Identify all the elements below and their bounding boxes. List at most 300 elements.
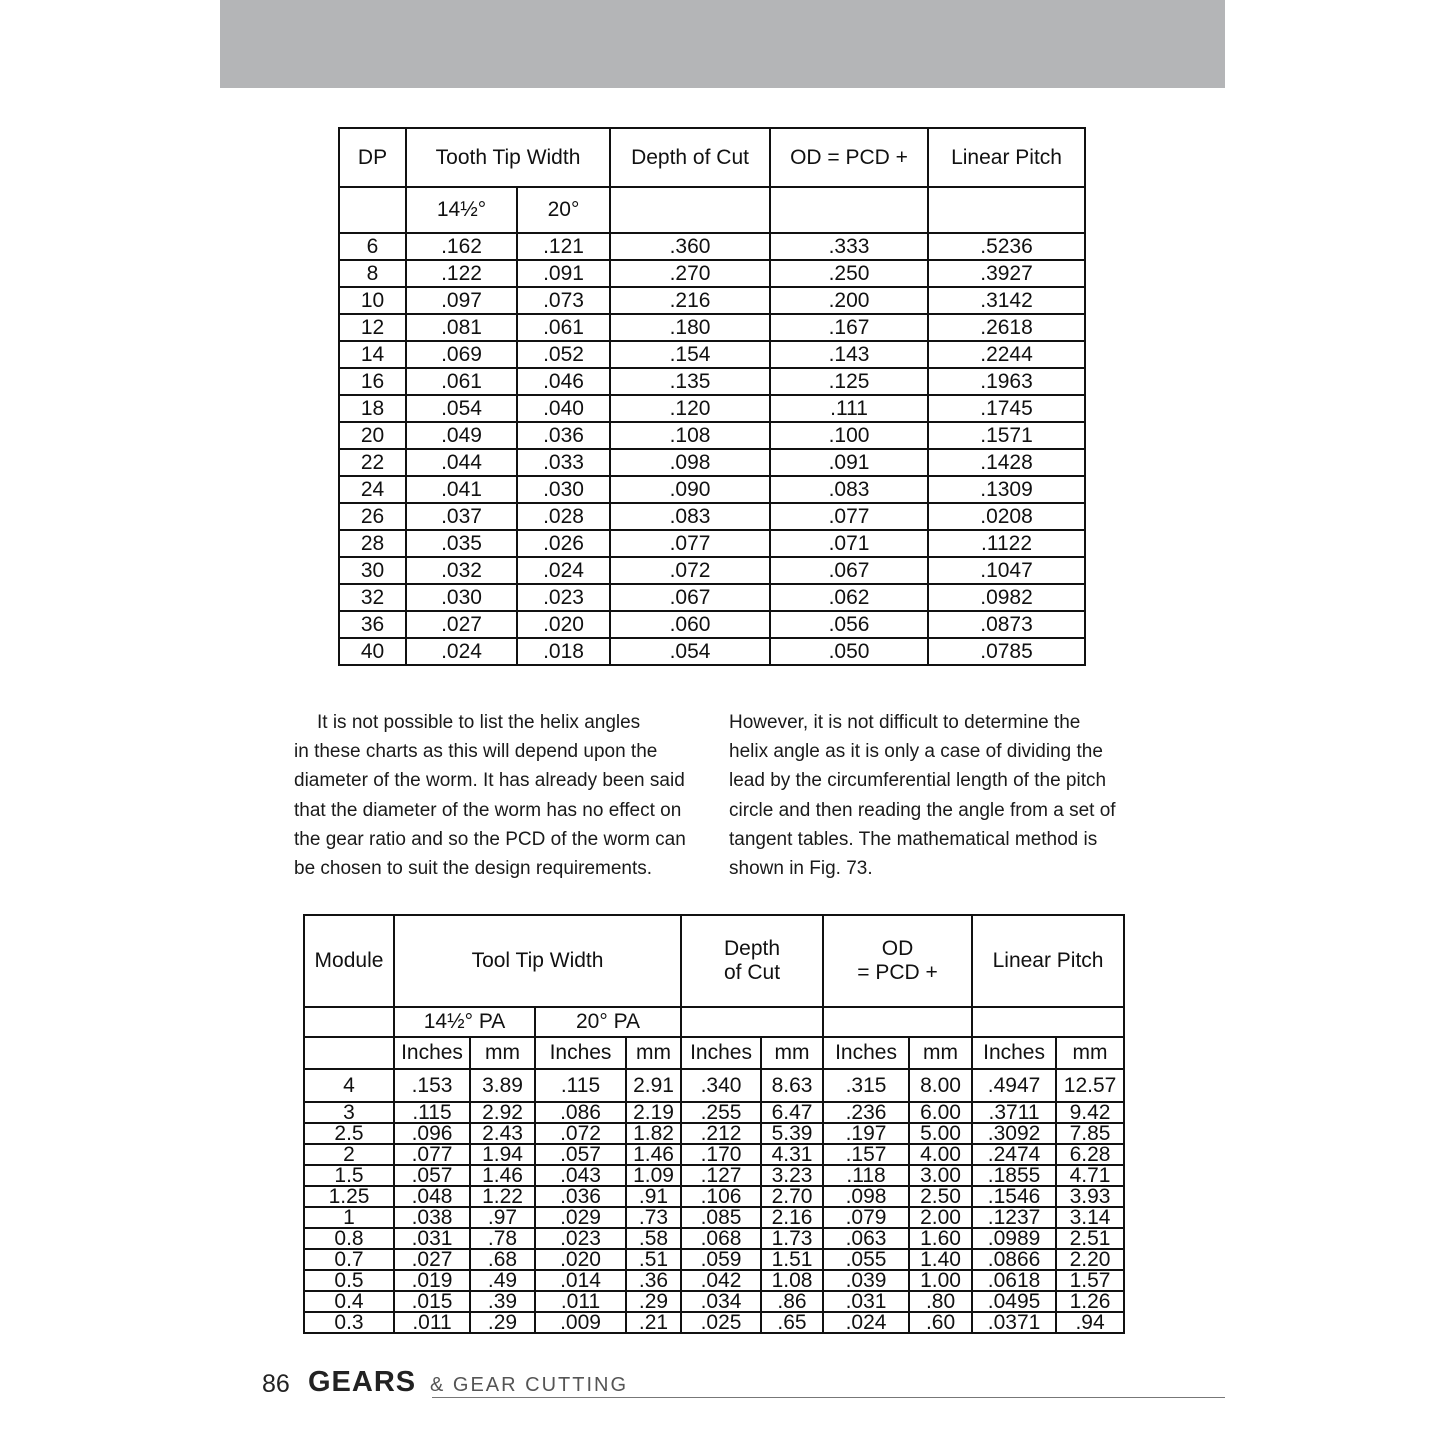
angle-20-header: 20° [517,187,610,233]
table-cell: .29 [626,1291,681,1312]
table-cell: 4.71 [1056,1165,1124,1186]
table-cell: .250 [770,260,928,287]
dp-table [338,127,1086,666]
table-cell: 3.23 [761,1165,823,1186]
table-cell: .1855 [972,1165,1056,1186]
table-cell: .2244 [928,341,1085,368]
table-cell: 6 [339,233,406,260]
table-cell: .097 [406,287,517,314]
table-cell: .106 [681,1186,761,1207]
table-cell: .36 [626,1270,681,1291]
table-cell: .120 [610,395,770,422]
table-row [304,1144,1124,1165]
table-cell: .072 [610,557,770,584]
table-row [339,422,1085,449]
unit-inches: Inches [681,1037,761,1069]
table-cell: 16 [339,368,406,395]
table-cell: 1.57 [1056,1270,1124,1291]
table-row [304,1228,1124,1249]
table-cell: .098 [823,1186,909,1207]
table-cell: .061 [406,368,517,395]
table-cell: .077 [610,530,770,557]
table-cell: 2.16 [761,1207,823,1228]
table-cell: .034 [681,1291,761,1312]
angle-14-5-header: 14½° [406,187,517,233]
table-cell: .0208 [928,503,1085,530]
table-cell: .091 [770,449,928,476]
unit-inches: Inches [394,1037,470,1069]
table-cell: .024 [517,557,610,584]
table-cell: .360 [610,233,770,260]
table-cell: .061 [517,314,610,341]
table-cell: .216 [610,287,770,314]
paragraph-line: the gear ratio and so the PCD of the worm can [294,828,686,850]
table-cell: .118 [823,1165,909,1186]
table-cell: .0785 [928,638,1085,665]
page-footer [262,1366,1227,1406]
table-cell: .3927 [928,260,1085,287]
module-table-body [304,1069,1124,1333]
table-cell: .098 [610,449,770,476]
table-cell: .077 [770,503,928,530]
table-cell: .085 [681,1207,761,1228]
table-cell: .0618 [972,1270,1056,1291]
table-cell: 4.00 [909,1144,972,1165]
table-cell: .054 [610,638,770,665]
table-cell: .024 [823,1312,909,1333]
table-cell: 3.00 [909,1165,972,1186]
table-cell: 4 [304,1069,394,1102]
table-cell: .086 [535,1102,626,1123]
table-cell: .043 [535,1165,626,1186]
table-cell: .108 [610,422,770,449]
table-row [304,1270,1124,1291]
table-cell: 2.00 [909,1207,972,1228]
table-cell: .011 [394,1312,470,1333]
table-cell: .023 [517,584,610,611]
table-cell: 1.73 [761,1228,823,1249]
table-row [304,1165,1124,1186]
table-cell: .65 [761,1312,823,1333]
empty-cell [304,1037,394,1069]
table-row [339,611,1085,638]
table-cell: .040 [517,395,610,422]
paragraph-line: circle and then reading the angle from a set of [729,799,1116,821]
table-cell: .157 [823,1144,909,1165]
paragraph-line [294,708,709,737]
table-cell: .041 [406,476,517,503]
table-cell: .122 [406,260,517,287]
tool-tip-width-header: Tool Tip Width [394,915,681,1007]
table-cell: .077 [394,1144,470,1165]
table-cell: .0866 [972,1249,1056,1270]
table-cell: .030 [517,476,610,503]
table-cell: .037 [406,503,517,530]
empty-cell [304,1007,394,1037]
table-row [304,1123,1124,1144]
empty-cell [972,1007,1124,1037]
table-cell: 3.14 [1056,1207,1124,1228]
table-cell: 9.42 [1056,1102,1124,1123]
unit-mm: mm [761,1037,823,1069]
table-cell: .071 [770,530,928,557]
table-cell: .024 [406,638,517,665]
dp-table-body [339,233,1085,665]
unit-inches: Inches [972,1037,1056,1069]
table-cell: .3142 [928,287,1085,314]
table-cell: .73 [626,1207,681,1228]
table-row [339,557,1085,584]
table-cell: .1047 [928,557,1085,584]
table-cell: .153 [394,1069,470,1102]
table-cell: 7.85 [1056,1123,1124,1144]
table-cell: .80 [909,1291,972,1312]
table-cell: 2.92 [470,1102,535,1123]
table-cell: 8 [339,260,406,287]
table-cell: .1428 [928,449,1085,476]
table-cell: 1.51 [761,1249,823,1270]
table-row [304,1186,1124,1207]
table-cell: .111 [770,395,928,422]
table-cell: .1122 [928,530,1085,557]
unit-inches: Inches [535,1037,626,1069]
table-row [339,530,1085,557]
empty-cell [610,187,770,233]
table-cell: .055 [823,1249,909,1270]
header-line: of Cut [724,961,781,984]
table-row [339,449,1085,476]
table-cell: .3092 [972,1123,1056,1144]
table-cell: .115 [394,1102,470,1123]
table-cell: .0371 [972,1312,1056,1333]
table-row [339,341,1085,368]
od-header: OD = PCD + [770,128,928,187]
table-cell: .143 [770,341,928,368]
table-cell: .031 [394,1228,470,1249]
table-cell: .023 [535,1228,626,1249]
table-cell: .0873 [928,611,1085,638]
table-cell: 6.47 [761,1102,823,1123]
table-cell: .019 [394,1270,470,1291]
table-cell: 1.09 [626,1165,681,1186]
table-cell: .057 [535,1144,626,1165]
book-title: GEARS [308,1366,417,1398]
table-cell: .015 [394,1291,470,1312]
paragraph-line: diameter of the worm. It has already been said [294,770,685,792]
table-cell: .4947 [972,1069,1056,1102]
table-cell: 3 [304,1102,394,1123]
table-cell: .073 [517,287,610,314]
module-header: Module [304,915,394,1007]
table-cell: 2.51 [1056,1228,1124,1249]
table-cell: .018 [517,638,610,665]
table-cell: .026 [517,530,610,557]
empty-cell [770,187,928,233]
table-cell: .042 [681,1270,761,1291]
table-cell: .135 [610,368,770,395]
table-cell: .033 [517,449,610,476]
table-cell: 4.31 [761,1144,823,1165]
table-cell: .125 [770,368,928,395]
table-cell: .1546 [972,1186,1056,1207]
table-cell: .3711 [972,1102,1056,1123]
table-cell: .039 [823,1270,909,1291]
table-cell: .255 [681,1102,761,1123]
table-cell: 1.22 [470,1186,535,1207]
table-row [304,1312,1124,1333]
table-cell: .036 [535,1186,626,1207]
table-cell: .059 [681,1249,761,1270]
table-cell: .51 [626,1249,681,1270]
table-cell: .054 [406,395,517,422]
table-cell: .340 [681,1069,761,1102]
table-cell: 24 [339,476,406,503]
table-cell: .1309 [928,476,1085,503]
table-cell: .028 [517,503,610,530]
table-cell: 6.28 [1056,1144,1124,1165]
table-cell: 8.00 [909,1069,972,1102]
table-cell: 0.7 [304,1249,394,1270]
table-cell: .0982 [928,584,1085,611]
table-cell: 10 [339,287,406,314]
table-cell: .036 [517,422,610,449]
table-cell: 1.25 [304,1186,394,1207]
header-line: Depth [724,937,781,960]
paragraph-right [729,708,1134,883]
table-row [339,287,1085,314]
paragraph-line: tangent tables. The mathematical method is [729,828,1098,850]
book-subtitle: & GEAR CUTTING [430,1374,629,1396]
table-row [339,638,1085,665]
paragraph-line: be chosen to suit the design requirements. [294,858,653,880]
table-cell: .009 [535,1312,626,1333]
table-cell: 1.00 [909,1270,972,1291]
table-cell: 2.43 [470,1123,535,1144]
table-cell: .027 [406,611,517,638]
table-cell: 18 [339,395,406,422]
linear-pitch-header: Linear Pitch [928,128,1085,187]
table-cell: 12 [339,314,406,341]
table-cell: .079 [823,1207,909,1228]
paragraph-line: in these charts as this will depend upon the [294,741,658,763]
table-row [304,1102,1124,1123]
table-cell: 26 [339,503,406,530]
table-cell: .170 [681,1144,761,1165]
table-cell: .031 [823,1291,909,1312]
dp-header: DP [339,128,406,187]
table-cell: .154 [610,341,770,368]
empty-cell [681,1007,823,1037]
table-cell: .020 [517,611,610,638]
table-cell: .333 [770,233,928,260]
module-table [303,914,1125,1334]
table-cell: 0.5 [304,1270,394,1291]
table-cell: 1.60 [909,1228,972,1249]
table-cell: .063 [823,1228,909,1249]
table-row [339,476,1085,503]
footer-rule [432,1397,1225,1398]
table-cell: .060 [610,611,770,638]
header-line: = PCD + [857,961,938,984]
table-cell: .78 [470,1228,535,1249]
table-cell: .083 [770,476,928,503]
table-cell: .236 [823,1102,909,1123]
table-cell: .090 [610,476,770,503]
table-cell: .212 [681,1123,761,1144]
table-cell: .270 [610,260,770,287]
table-cell: .029 [535,1207,626,1228]
table-cell: 36 [339,611,406,638]
depth-of-cut-header: Depth of Cut [610,128,770,187]
depth-of-cut-header [681,915,823,1007]
table-cell: .94 [1056,1312,1124,1333]
table-cell: 1.26 [1056,1291,1124,1312]
table-cell: .030 [406,584,517,611]
table-cell: 8.63 [761,1069,823,1102]
table-row [339,368,1085,395]
table-cell: .083 [610,503,770,530]
table-cell: 2.20 [1056,1249,1124,1270]
table-cell: .97 [470,1207,535,1228]
table-cell: .062 [770,584,928,611]
unit-inches: Inches [823,1037,909,1069]
table-cell: 3.93 [1056,1186,1124,1207]
table-cell: .0495 [972,1291,1056,1312]
tooth-tip-width-header: Tooth Tip Width [406,128,610,187]
table-cell: .014 [535,1270,626,1291]
table-cell: 5.00 [909,1123,972,1144]
empty-cell [928,187,1085,233]
table-cell: .081 [406,314,517,341]
table-cell: 0.8 [304,1228,394,1249]
table-cell: .0989 [972,1228,1056,1249]
table-row [339,314,1085,341]
table-cell: .60 [909,1312,972,1333]
unit-mm: mm [626,1037,681,1069]
table-cell: 2.70 [761,1186,823,1207]
table-cell: .025 [681,1312,761,1333]
unit-mm: mm [909,1037,972,1069]
table-cell: 22 [339,449,406,476]
table-cell: 12.57 [1056,1069,1124,1102]
table-cell: 1.46 [626,1144,681,1165]
linear-pitch-header: Linear Pitch [972,915,1124,1007]
table-row [339,584,1085,611]
paragraph-line: However, it is not difficult to determine the [729,712,1081,733]
table-cell: .032 [406,557,517,584]
table-cell: 1.46 [470,1165,535,1186]
table-cell: .58 [626,1228,681,1249]
table-cell: 6.00 [909,1102,972,1123]
table-cell: 28 [339,530,406,557]
table-cell: .5236 [928,233,1085,260]
table-row [339,260,1085,287]
table-cell: .091 [517,260,610,287]
table-cell: .069 [406,341,517,368]
table-cell: .167 [770,314,928,341]
table-cell: .39 [470,1291,535,1312]
table-cell: 1.08 [761,1270,823,1291]
table-cell: .056 [770,611,928,638]
table-cell: .096 [394,1123,470,1144]
pa-20-header: 20° PA [535,1007,681,1037]
table-cell: .29 [470,1312,535,1333]
table-cell: 2.50 [909,1186,972,1207]
paragraph-line-text: It is not possible to list the helix angles [317,712,641,733]
empty-cell [823,1007,972,1037]
pa-14-5-header: 14½° PA [394,1007,535,1037]
table-cell: .038 [394,1207,470,1228]
table-cell: 2.5 [304,1123,394,1144]
table-cell: 0.3 [304,1312,394,1333]
table-cell: .162 [406,233,517,260]
table-cell: .115 [535,1069,626,1102]
table-row [339,503,1085,530]
table-cell: 0.4 [304,1291,394,1312]
table-cell: .048 [394,1186,470,1207]
paragraph-line: lead by the circumferential length of the pitch [729,770,1107,792]
table-cell: 2.91 [626,1069,681,1102]
table-cell: .315 [823,1069,909,1102]
table-cell: .1745 [928,395,1085,422]
table-cell: .067 [610,584,770,611]
table-cell: .044 [406,449,517,476]
table-row [304,1207,1124,1228]
table-cell: .49 [470,1270,535,1291]
table-cell: .86 [761,1291,823,1312]
table-cell: .91 [626,1186,681,1207]
table-cell: .052 [517,341,610,368]
paragraph-line: that the diameter of the worm has no effect on [294,799,682,821]
table-cell: 1 [304,1207,394,1228]
table-cell: .046 [517,368,610,395]
unit-mm: mm [1056,1037,1124,1069]
empty-cell [339,187,406,233]
table-cell: 5.39 [761,1123,823,1144]
table-cell: .035 [406,530,517,557]
header-line: OD [881,937,914,960]
table-cell: .2618 [928,314,1085,341]
table-cell: 30 [339,557,406,584]
paragraph-left [294,708,709,883]
table-cell: 1.40 [909,1249,972,1270]
table-cell: 20 [339,422,406,449]
table-row [339,233,1085,260]
table-cell: .100 [770,422,928,449]
table-cell: .127 [681,1165,761,1186]
table-cell: .2474 [972,1144,1056,1165]
table-cell: .072 [535,1123,626,1144]
table-cell: 2.19 [626,1102,681,1123]
unit-mm: mm [470,1037,535,1069]
table-cell: .011 [535,1291,626,1312]
table-cell: .1963 [928,368,1085,395]
table-row [304,1249,1124,1270]
table-cell: 14 [339,341,406,368]
table-cell: .1237 [972,1207,1056,1228]
table-cell: .180 [610,314,770,341]
table-cell: 1.5 [304,1165,394,1186]
table-cell: 32 [339,584,406,611]
table-row [304,1291,1124,1312]
od-header [823,915,972,1007]
table-cell: .057 [394,1165,470,1186]
paragraph-line: shown in Fig. 73. [729,858,873,880]
table-cell: .049 [406,422,517,449]
table-cell: .067 [770,557,928,584]
table-cell: 40 [339,638,406,665]
table-row [339,395,1085,422]
